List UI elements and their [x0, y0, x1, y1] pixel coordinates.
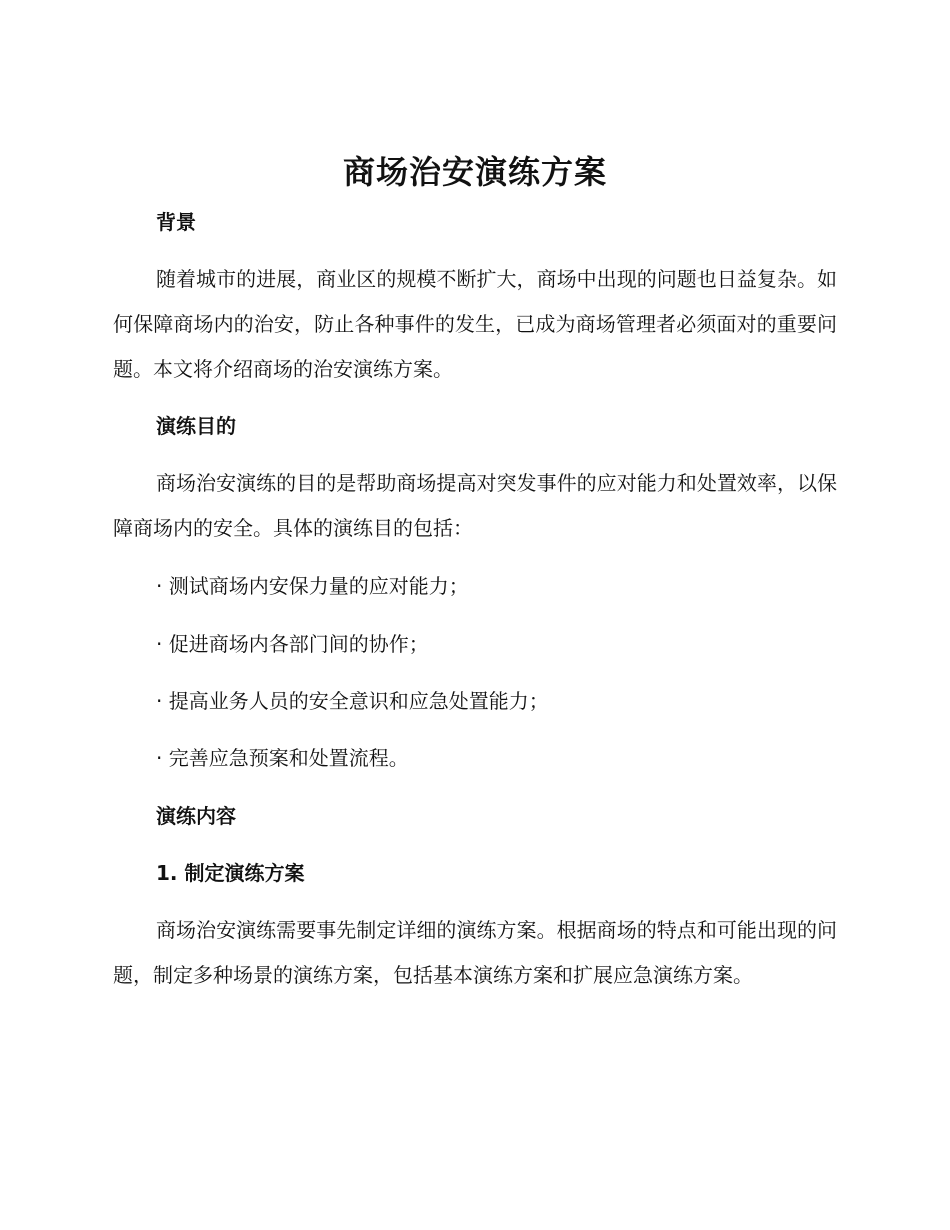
content-paragraph: 商场治安演练需要事先制定详细的演练方案。根据商场的特点和可能出现的问题，制定多种场景的演练方案，包括基本演练方案和扩展应急演练方案。 [113, 918, 837, 987]
purpose-paragraph: 商场治安演练的目的是帮助商场提高对突发事件的应对能力和处置效率，以保障商场内的安全。具体的演练目的包括： [113, 471, 837, 540]
purpose-bullet-item: · 提高业务人员的安全意识和应急处置能力； [156, 689, 549, 713]
purpose-bullet-item: · 完善应急预案和处置流程。 [156, 746, 409, 770]
section-heading-content: 演练内容 [156, 804, 236, 828]
purpose-bullet-item: · 测试商场内安保力量的应对能力； [156, 574, 469, 598]
purpose-bullet-item: · 促进商场内各部门间的协作； [156, 632, 429, 656]
section-heading-background: 背景 [156, 210, 196, 234]
background-paragraph: 随着城市的进展，商业区的规模不断扩大，商场中出现的问题也日益复杂。如何保障商场内的治安，防止各种事件的发生，已成为商场管理者必须面对的重要问题。本文将介绍商场的治安演练方案。 [113, 267, 837, 381]
subsection-heading-plan: 1. 制定演练方案 [156, 861, 305, 885]
document-title: 商场治安演练方案 [342, 153, 607, 191]
section-heading-purpose: 演练目的 [156, 414, 236, 438]
